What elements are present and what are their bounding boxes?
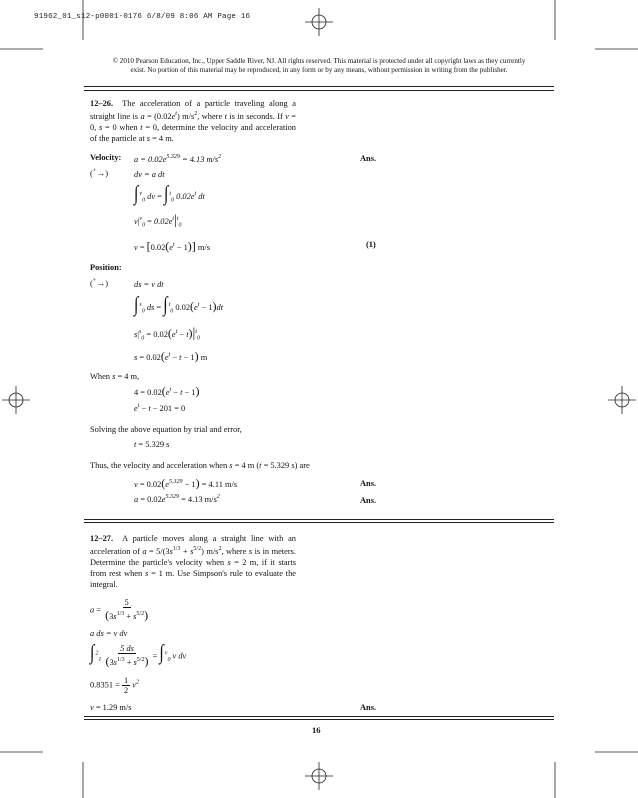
ans-label-1: Ans.: [360, 154, 377, 163]
eq-velocity-accel: $a = 0.02e^{5.329} = 4.13$ $m/s^2$: [134, 154, 222, 164]
rule-bottom-inner: [84, 719, 554, 720]
rule-top-inner: [84, 90, 554, 91]
eq-ds: ds = v dt: [134, 280, 164, 289]
solving-text: Solving the above equation by trial and error,: [90, 425, 242, 434]
problem-divider: [84, 519, 554, 520]
eq-simpson-result: 0.8351 = $\frac{1}{2}$ $v^2$: [90, 676, 139, 695]
ans-label-2: Ans.: [360, 479, 377, 488]
eq-s-result: $s = 0.02(e^t - t - 1)$ m: [134, 349, 208, 363]
eq-int-dv: ∫$^v_0$ dv = ∫$^t_0$ $0.02e^t$ dt: [134, 183, 205, 206]
eq-t: t = 5.329 s: [134, 440, 170, 449]
problem-divider-2: [84, 522, 554, 523]
ans-label-3: Ans.: [360, 496, 377, 505]
rule-top: [84, 86, 554, 87]
eq-a-fraction: a = $\frac{5}{(3s^{1/3} + s^{5/2})}$: [90, 598, 149, 622]
page-number: 16: [312, 725, 321, 735]
when-text: When s = 4 m,: [90, 372, 140, 381]
problem-12-27-statement: 12–27. A particle moves along a straight line with an acceleration of $a = 5/(3s^{1/3} + s^{5/2})$ $m/s^2$, where s is in meters. Determine the particle's velocity when s = 2 m, if it starts from rest when s = 1 m. Use Simpson's rule to evaluate the integral.: [90, 534, 297, 589]
eq-a-final: $a = 0.02e^{5.329} = 4.13$ $m/s^2$: [134, 494, 220, 504]
eq-v-result: $v = [0.02(e^t - 1)]$ m/s: [134, 239, 210, 253]
copyright-line-2: exist. No portion of this material may be reproduced, in any form or by any means, without permission in writing from the publisher.: [130, 66, 508, 75]
eq-ads: a ds = v dv: [90, 629, 128, 638]
print-slug: 91962_01_s12-p0001-0176 6/8/09 8:06 AM Page 16: [34, 13, 251, 21]
eq-dv: dv = a dt: [134, 170, 165, 179]
eq-tag-1: (1): [366, 240, 376, 249]
velocity-label: Velocity:: [90, 153, 122, 162]
problem-12-26-statement: 12–26. The acceleration of a particle traveling along a straight line is $a = (0.02e^t)$ $m/s^2$, where t is in seconds. If v = 0, s = 0 when t = 0, determine the velocity and acceleration of the particle at s = 4 m.: [90, 99, 297, 143]
position-label: Position:: [90, 263, 122, 272]
arrow-plus-1: (+→): [90, 168, 108, 178]
eq-int-simpson: ∫$^2_1$ $\frac{5 ds}{(3s^{1/3} + s^{5/2})}$ = ∫$^v_0$ v dv: [90, 642, 187, 668]
eq-int-ds: ∫$^s_0$ ds = ∫$^t_0$ $0.02(e^t - 1)dt$: [134, 294, 224, 317]
eq-when-1: $4 = 0.02(e^t - t - 1)$: [134, 384, 200, 398]
rule-bottom: [84, 716, 554, 717]
copyright-line-1: © 2010 Pearson Education, Inc., Upper Saddle River, NJ. All rights reserved. This material is protected under all copyright laws as they currently: [112, 57, 526, 65]
ans-label-4: Ans.: [360, 703, 377, 712]
eq-v-final: $v = 0.02(e^{5.329} - 1) = 4.11$ m/s: [134, 476, 238, 490]
copyright-notice: [84, 57, 554, 75]
eq-v-answer: v = 1.29 m/s: [90, 703, 132, 712]
thus-text: Thus, the velocity and acceleration when s = 4 m (t = 5.329 s) are: [90, 461, 310, 470]
arrow-plus-2: (+→): [90, 278, 108, 288]
eq-when-2: $e^t - t - 201 = 0$: [134, 403, 186, 413]
eq-s-eval: $s|^s_0 = 0.02(e^t - t)|^t_0$: [134, 326, 200, 342]
eq-v-eval: $v|^v_0 = 0.02e^t|^t_0$: [134, 213, 182, 229]
